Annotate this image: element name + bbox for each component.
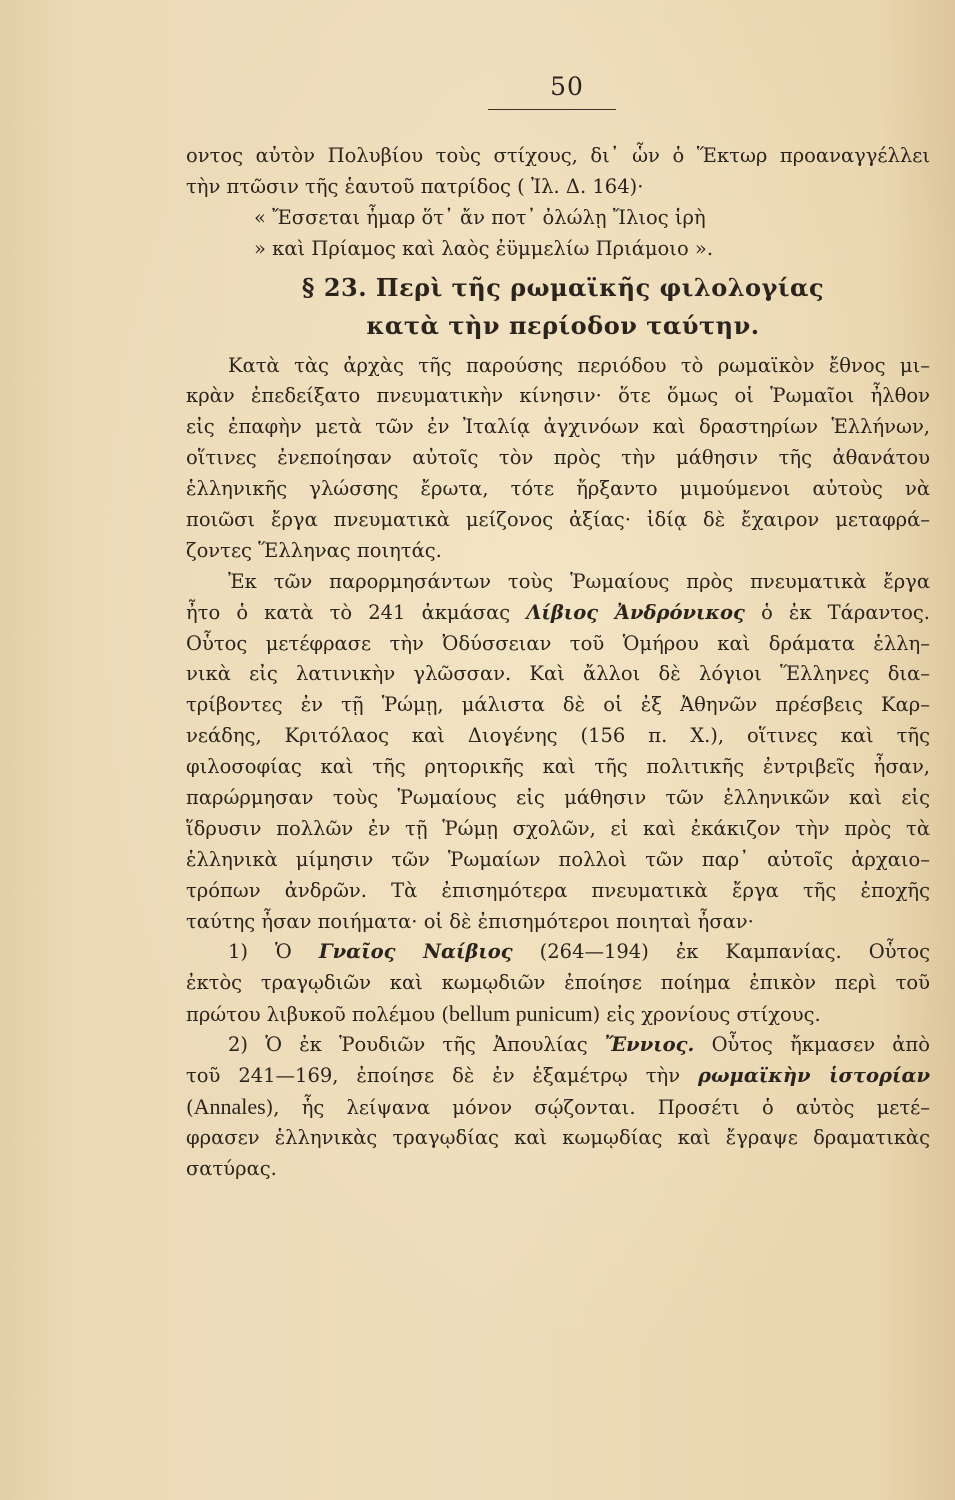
text-line — [186, 1030, 930, 1061]
text-line: ἑλληνικῆς γλώσσης ἔρωτα, τότε ἤρξαντο μιμούμενοι αὐτοὺς νὰ — [186, 477, 930, 501]
text-line: παρώρμησαν τοὺς Ῥωμαίους εἰς μάθησιν τῶν ἑλληνικῶν καὶ εἰς — [186, 786, 930, 810]
text-line: ζοντες Ἕλληνας ποιητάς. — [186, 538, 442, 562]
text-line — [186, 598, 930, 629]
text-line: τρόπων ἀνδρῶν. Τὰ ἐπισημότερα πνευματικὰ ἔργα τῆς ἐποχῆς — [186, 878, 930, 902]
text-span: ὁ ἐκ Τάραντος. — [761, 600, 930, 624]
text-line: νεάδης, Κριτόλαος καὶ Διογένης (156 π. Χ.), οἵτινες καὶ τῆς — [186, 724, 930, 748]
text-line: Οὗτος μετέφρασε τὴν Ὀδύσσειαν τοῦ Ὁμήρου καὶ δράματα ἑλλη– — [186, 631, 930, 655]
text-line: φρασεν ἑλληνικὰς τραγῳδίας καὶ κωμῳδίας καὶ ἔγραψε δραματικὰς — [186, 1125, 930, 1149]
page-number: 50 — [550, 72, 584, 101]
text-line: ἵδρυσιν πολλῶν ἐν τῇ Ῥώμῃ σχολῶν, εἰ καὶ ἐκάκιζον τὴν πρὸς τὰ — [186, 816, 930, 840]
text-span: ἦτο ὁ κατὰ τὸ 241 ἀκμάσας — [186, 600, 511, 624]
text-span: ) εἰς χρονίους στίχους. — [592, 1003, 821, 1027]
text-line — [186, 1092, 930, 1123]
text-line: τὴν πτῶσιν τῆς ἑαυτοῦ πατρίδος ( Ἰλ. Δ. 164)· — [186, 174, 644, 198]
text-span: ), ἧς λείψανα μόνον σῴζονται. Προσέτι ὁ αὐτὸς μετέ– — [265, 1095, 930, 1119]
quote-line: « Ἔσσεται ἦμαρ ὅτ᾽ ἄν ποτ᾽ ὀλώλῃ Ἴλιος ἱρὴ — [254, 205, 706, 229]
text-line — [186, 999, 930, 1030]
text-line: ποιῶσι ἔργα πνευματικὰ μείζονος ἀξίας· ἰδίᾳ δὲ ἔχαιρον μεταφρά– — [186, 508, 930, 532]
section-heading-continued: κατὰ τὴν περίοδον ταύτην. — [366, 310, 760, 340]
text-line: σατύρας. — [186, 1156, 277, 1180]
section-heading: § 23. Περὶ τῆς ρωμαϊκῆς φιλολογίας — [301, 272, 825, 302]
text-line: ταύτης ἦσαν ποιήματα· οἱ δὲ ἐπισημότεροι ποιηταὶ ἦσαν· — [186, 909, 754, 933]
author-name-livius: Λίβιος Ἀνδρόνικος — [526, 600, 745, 624]
text-line — [186, 1061, 930, 1092]
header-rule — [488, 109, 616, 110]
text-span: τοῦ 241—169, ἐποίησε δὲ ἐν ἑξαμέτρῳ τὴν — [186, 1064, 681, 1088]
text-span: ( — [186, 1095, 194, 1119]
text-span: Οὗτος ἤκμασεν ἀπὸ — [711, 1033, 930, 1057]
text-line: νικὰ εἰς λατινικὴν γλῶσσαν. Καὶ ἄλλοι δὲ λόγιοι Ἕλληνες δια– — [186, 662, 930, 686]
latin-title-bellum-punicum: bellum punicum — [448, 1001, 593, 1027]
text-line: Ἐκ τῶν παρορμησάντων τοὺς Ῥωμαίους πρὸς πνευματικὰ ἔργα — [228, 569, 930, 593]
text-line: ἑλληνικὰ μίμησιν τῶν Ῥωμαίων πολλοὶ τῶν παρ᾽ αὐτοῖς ἀρχαιο– — [186, 847, 930, 871]
work-title-roman-history: ρωμαϊκὴν ἱστορίαν — [698, 1064, 930, 1088]
quote-line: » καὶ Πρίαμος καὶ λαὸς ἐϋμμελίω Πριάμοιο ». — [254, 236, 714, 260]
text-line: τρίβοντες ἐν τῇ Ῥώμῃ, μάλιστα δὲ οἱ ἐξ Ἀθηνῶν πρέσβεις Καρ– — [186, 693, 930, 717]
text-span: (264—194) ἐκ Καμπανίας. Οὗτος — [539, 940, 930, 964]
latin-title-annales: Annales — [193, 1093, 266, 1119]
text-line: οντος αὐτὸν Πολυβίου τοὺς στίχους, δι᾽ ὧν ὁ Ἕκτωρ προαναγγέλλει — [186, 144, 930, 167]
text-line: οἵτινες ἐνεποίησαν αὐτοῖς τὸν πρὸς τὴν μάθησιν τῆς ἀθανάτου — [186, 446, 930, 470]
text-line — [186, 937, 930, 968]
text-line: εἰς ἐπαφὴν μετὰ τῶν ἐν Ἰταλίᾳ ἀγχινόων καὶ δραστηρίων Ἑλλήνων, — [186, 415, 930, 439]
text-line: κρὰν ἐπεδείξατο πνευματικὴν κίνησιν· ὅτε ὅμως οἱ Ῥωμαῖοι ἦλθον — [186, 384, 930, 408]
text-line: ἐκτὸς τραγῳδιῶν καὶ κωμῳδιῶν ἐποίησε ποίημα ἐπικὸν περὶ τοῦ — [186, 971, 930, 995]
text-line: φιλοσοφίας καὶ τῆς ρητορικῆς καὶ τῆς πολιτικῆς ἐντριβεῖς ἦσαν, — [186, 755, 930, 779]
author-name-ennius: Ἔννιος. — [604, 1033, 695, 1057]
text-span: πρώτου λιβυκοῦ πολέμου ( — [186, 1003, 449, 1027]
page-body — [186, 141, 930, 1185]
text-line: Κατὰ τὰς ἀρχὰς τῆς παρούσης περιόδου τὸ ρωμαϊκὸν ἔθνος μι– — [228, 353, 930, 377]
text-span: 1) Ὁ — [228, 940, 292, 964]
text-span: 2) Ὁ ἐκ Ῥουδιῶν τῆς Ἀπουλίας — [228, 1033, 588, 1057]
author-name-naevius: Γναῖος Ναίβιος — [318, 940, 513, 964]
